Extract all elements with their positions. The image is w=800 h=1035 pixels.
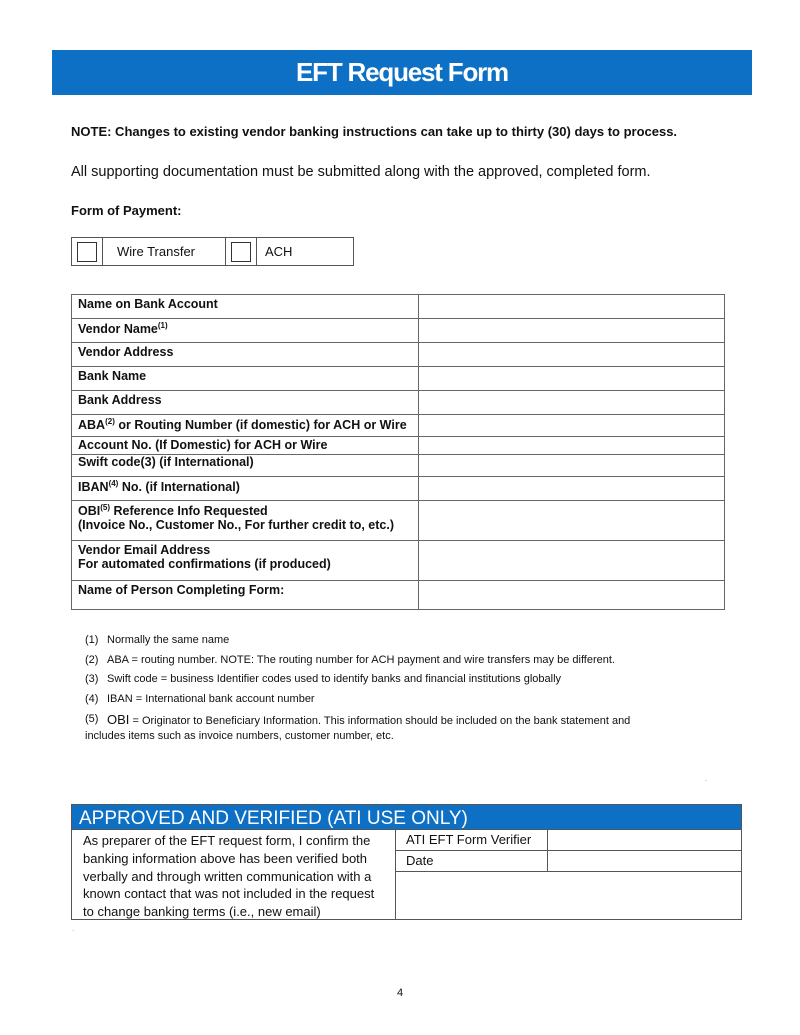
footnote-number: (3) — [85, 673, 99, 685]
vendor-name-input[interactable] — [419, 319, 725, 343]
preparer-name-input[interactable] — [419, 581, 725, 610]
ach-label: ACH — [265, 244, 293, 259]
footnote-number: (1) — [85, 634, 99, 646]
row-label — [72, 295, 419, 319]
row-label — [72, 319, 419, 343]
verifier-fields — [396, 830, 742, 872]
table-row — [72, 319, 725, 343]
account-number-input[interactable] — [419, 437, 725, 455]
vendor-name-label: Vendor Name — [78, 322, 158, 337]
footnote-text: Normally the same name — [107, 634, 230, 646]
table-row — [72, 477, 725, 501]
footnote-text — [107, 712, 630, 729]
approval-section-title: APPROVED AND VERIFIED (ATI USE ONLY) — [71, 804, 742, 830]
row-label — [72, 343, 419, 367]
row-label — [72, 477, 419, 501]
payment-method-selector — [71, 237, 354, 266]
footnote-ref: (1) — [157, 321, 168, 330]
row-label — [72, 581, 419, 610]
ach-checkbox[interactable] — [226, 238, 257, 265]
table-row — [72, 367, 725, 391]
footnote-item — [85, 651, 725, 671]
processing-note: NOTE: Changes to existing vendor banking instructions can take up to thirty (30) days to process. — [71, 124, 678, 139]
stray-mark: . — [72, 924, 75, 933]
row-label — [72, 437, 419, 455]
verifier-label: ATI EFT Form Verifier — [396, 830, 548, 850]
obi-label: OBI — [78, 504, 101, 519]
table-row — [72, 437, 725, 455]
bank-address-label: Bank Address — [78, 393, 162, 407]
obi-reference-input[interactable] — [419, 501, 725, 541]
wire-transfer-checkbox[interactable] — [72, 238, 103, 265]
bank-address-input[interactable] — [419, 391, 725, 415]
name-on-bank-account-label: Name on Bank Account — [78, 297, 218, 311]
row-label — [72, 415, 419, 437]
row-label — [72, 391, 419, 415]
swift-code-label: Swift code(3) (if International) — [78, 455, 254, 469]
account-number-label: Account No. (If Domestic) for ACH or Wire — [78, 438, 328, 452]
obi-reference-hint: (Invoice No., Customer No., For further credit to, etc.) — [78, 518, 395, 533]
iban-label: IBAN — [78, 480, 109, 495]
row-label — [72, 455, 419, 477]
vendor-address-input[interactable] — [419, 343, 725, 367]
obi-term: OBI — [107, 712, 130, 727]
iban-number-label: No. (if International) — [118, 480, 240, 495]
approval-section — [71, 830, 742, 920]
row-label — [72, 541, 419, 581]
footnote-text: ABA = routing number. NOTE: The routing number for ACH payment and wire transfers may be different. — [107, 653, 615, 666]
footnote-text: IBAN = International bank account number — [107, 692, 315, 705]
obi-reference-label: Reference Info Requested — [110, 504, 268, 519]
footnote-item — [85, 712, 725, 729]
table-row — [72, 501, 725, 541]
supporting-docs-text: All supporting documentation must be submitted along with the approved, completed form. — [71, 164, 651, 180]
bank-name-label: Bank Name — [78, 369, 147, 383]
bank-name-input[interactable] — [419, 367, 725, 391]
vendor-email-input[interactable] — [419, 541, 725, 581]
footnotes — [85, 631, 725, 744]
form-title: EFT Request Form — [296, 57, 508, 87]
checkbox-box-icon — [77, 242, 97, 262]
table-row — [72, 541, 725, 581]
stray-mark: . — [705, 774, 708, 783]
routing-number-input[interactable] — [419, 415, 725, 437]
footnote-number: (4) — [85, 692, 99, 705]
checkbox-box-icon — [231, 242, 251, 262]
footnote-continuation: includes items such as invoice numbers, customer number, etc. — [85, 730, 394, 742]
vendor-email-hint: For automated confirmations (if produced) — [78, 557, 331, 571]
footnote-text: Swift code = business Identifier codes used to identify banks and financial institutions globally — [107, 673, 562, 685]
table-row — [72, 391, 725, 415]
footnote-number: (5) — [85, 713, 99, 725]
footnote-ref: (4) — [108, 479, 119, 488]
vendor-email-label: Vendor Email Address — [78, 543, 211, 557]
row-label — [72, 501, 419, 541]
iban-input[interactable] — [419, 477, 725, 501]
row-label — [72, 367, 419, 391]
swift-code-input[interactable] — [419, 455, 725, 477]
form-of-payment-label: Form of Payment: — [71, 203, 182, 218]
vendor-address-label: Vendor Address — [78, 345, 174, 359]
aba-label: ABA — [78, 418, 106, 433]
footnote-item — [85, 670, 725, 690]
routing-number-label: or Routing Number (if domestic) for ACH or Wire — [114, 418, 407, 433]
name-on-bank-account-input[interactable] — [419, 295, 725, 319]
preparer-name-label: Name of Person Completing Form: — [78, 583, 285, 597]
footnote-item — [85, 690, 725, 710]
date-label: Date — [396, 851, 548, 871]
form-title-banner — [52, 50, 752, 95]
verifier-row — [396, 830, 742, 851]
footnote-number: (2) — [85, 653, 99, 666]
table-row — [72, 581, 725, 610]
date-row — [396, 851, 742, 872]
verifier-input[interactable] — [548, 830, 742, 850]
wire-transfer-label: Wire Transfer — [103, 238, 226, 265]
verification-statement: As preparer of the EFT request form, I confirm the banking information above has been verified both verbally and through written communication with a known contact that was not included in the request to change banking terms (i.e., new email) — [83, 833, 375, 920]
table-row — [72, 455, 725, 477]
table-row — [72, 343, 725, 367]
footnote-text-body: = Originator to Beneficiary Information. This information should be included on the bank statement and — [129, 715, 631, 727]
table-row — [72, 415, 725, 437]
page-number: 4 — [396, 987, 404, 999]
footnote-item — [85, 631, 725, 651]
date-input[interactable] — [548, 851, 742, 871]
footnote-ref: (5) — [100, 503, 111, 512]
table-row — [72, 295, 725, 319]
vendor-bank-info-table — [71, 294, 725, 610]
footnote-ref: (2) — [105, 417, 115, 426]
